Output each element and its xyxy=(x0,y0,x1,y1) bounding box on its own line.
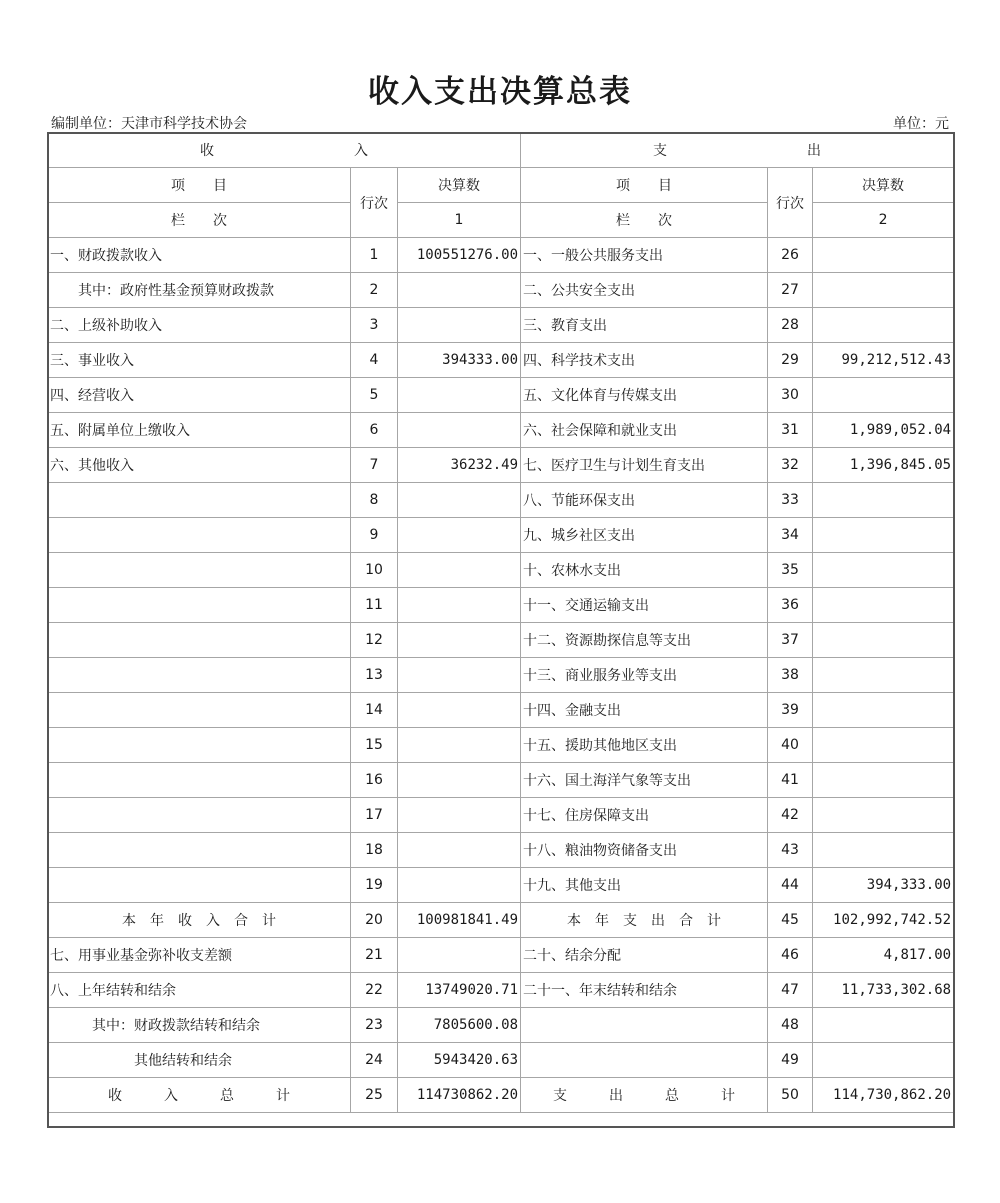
income-item-cell xyxy=(48,693,351,728)
income-amount-cell xyxy=(398,623,521,658)
income-item-cell: 八、上年结转和结余 xyxy=(48,973,351,1008)
expense-amount-cell xyxy=(813,728,954,763)
expense-amount-cell: 1,989,052.04 xyxy=(813,413,954,448)
expense-amount-cell: 394,333.00 xyxy=(813,868,954,903)
income-item-cell: 六、其他收入 xyxy=(48,448,351,483)
table-row xyxy=(48,343,954,378)
expense-rowno-cell: 37 xyxy=(768,623,813,658)
income-rowno-cell: 24 xyxy=(351,1043,398,1078)
income-amount-cell xyxy=(398,658,521,693)
income-item-cell: 本 年 收 入 合 计 xyxy=(48,903,351,938)
income-item-cell xyxy=(48,518,351,553)
table-row xyxy=(48,553,954,588)
expense-amount-cell: 99,212,512.43 xyxy=(813,343,954,378)
budget-table xyxy=(47,132,954,1113)
expense-item-cell: 三、教育支出 xyxy=(521,308,768,343)
income-rowno-cell: 12 xyxy=(351,623,398,658)
expense-rowno-cell: 48 xyxy=(768,1008,813,1043)
income-item-cell xyxy=(48,833,351,868)
income-amount-cell xyxy=(398,483,521,518)
expense-item-cell: 支 出 总 计 xyxy=(521,1078,768,1113)
expense-item-cell: 十七、住房保障支出 xyxy=(521,798,768,833)
expense-rowno-cell: 43 xyxy=(768,833,813,868)
header-row-section xyxy=(48,133,954,168)
expense-amount-cell: 1,396,845.05 xyxy=(813,448,954,483)
expense-item-cell: 本 年 支 出 合 计 xyxy=(521,903,768,938)
income-rowno-cell: 18 xyxy=(351,833,398,868)
income-amount-header: 决算数 xyxy=(398,168,521,203)
table-row xyxy=(48,448,954,483)
income-item-cell xyxy=(48,728,351,763)
income-rowno-cell: 1 xyxy=(351,238,398,273)
income-item-cell: 三、事业收入 xyxy=(48,343,351,378)
table-row xyxy=(48,938,954,973)
income-rowno-header: 行次 xyxy=(351,168,398,238)
expense-item-cell: 二、公共安全支出 xyxy=(521,273,768,308)
income-item-cell: 收 入 总 计 xyxy=(48,1078,351,1113)
table-row xyxy=(48,378,954,413)
expense-item-cell: 十二、资源勘探信息等支出 xyxy=(521,623,768,658)
table-row xyxy=(48,238,954,273)
income-amount-cell xyxy=(398,833,521,868)
income-amount-cell: 394333.00 xyxy=(398,343,521,378)
table-row xyxy=(48,518,954,553)
income-item-cell xyxy=(48,868,351,903)
table-row xyxy=(48,413,954,448)
table-row xyxy=(48,623,954,658)
expense-rowno-cell: 45 xyxy=(768,903,813,938)
income-amount-cell xyxy=(398,413,521,448)
income-rowno-cell: 2 xyxy=(351,273,398,308)
income-rowno-cell: 10 xyxy=(351,553,398,588)
income-amount-cell xyxy=(398,868,521,903)
expense-rowno-cell: 42 xyxy=(768,798,813,833)
expense-amount-cell: 4,817.00 xyxy=(813,938,954,973)
unit-label: 单位：元 xyxy=(893,116,949,132)
table-row xyxy=(48,658,954,693)
expense-rowno-cell: 36 xyxy=(768,588,813,623)
income-column-index: 1 xyxy=(398,203,521,238)
expense-amount-header: 决算数 xyxy=(813,168,954,203)
expense-amount-cell xyxy=(813,483,954,518)
expense-rowno-cell: 38 xyxy=(768,658,813,693)
expense-item-cell: 十三、商业服务业等支出 xyxy=(521,658,768,693)
income-item-cell: 其他结转和结余 xyxy=(48,1043,351,1078)
table-row xyxy=(48,868,954,903)
income-column-label: 栏 次 xyxy=(48,203,351,238)
expense-item-cell: 十四、金融支出 xyxy=(521,693,768,728)
income-item-cell: 四、经营收入 xyxy=(48,378,351,413)
income-item-cell xyxy=(48,658,351,693)
table-row xyxy=(48,763,954,798)
income-rowno-cell: 23 xyxy=(351,1008,398,1043)
org-label: 编制单位：天津市科学技术协会 xyxy=(51,116,247,132)
income-item-cell: 其中：政府性基金预算财政拨款 xyxy=(48,273,351,308)
expense-rowno-cell: 29 xyxy=(768,343,813,378)
table-row xyxy=(48,273,954,308)
expense-rowno-cell: 27 xyxy=(768,273,813,308)
income-amount-cell xyxy=(398,518,521,553)
income-amount-cell: 100981841.49 xyxy=(398,903,521,938)
expense-amount-cell: 114,730,862.20 xyxy=(813,1078,954,1113)
expense-rowno-header: 行次 xyxy=(768,168,813,238)
expense-item-cell: 十九、其他支出 xyxy=(521,868,768,903)
income-rowno-cell: 17 xyxy=(351,798,398,833)
expense-amount-cell xyxy=(813,658,954,693)
income-amount-cell: 114730862.20 xyxy=(398,1078,521,1113)
expense-amount-cell xyxy=(813,273,954,308)
expense-rowno-cell: 30 xyxy=(768,378,813,413)
header-row-columns xyxy=(48,168,954,203)
table-row xyxy=(48,903,954,938)
income-rowno-cell: 15 xyxy=(351,728,398,763)
expense-amount-cell xyxy=(813,588,954,623)
income-rowno-cell: 16 xyxy=(351,763,398,798)
income-rowno-cell: 13 xyxy=(351,658,398,693)
expense-amount-cell xyxy=(813,1043,954,1078)
expense-rowno-cell: 40 xyxy=(768,728,813,763)
expense-item-cell: 二十、结余分配 xyxy=(521,938,768,973)
expense-amount-cell xyxy=(813,623,954,658)
expense-item-cell: 五、文化体育与传媒支出 xyxy=(521,378,768,413)
income-rowno-cell: 4 xyxy=(351,343,398,378)
expense-amount-cell xyxy=(813,1008,954,1043)
income-rowno-cell: 9 xyxy=(351,518,398,553)
income-amount-cell xyxy=(398,553,521,588)
income-rowno-cell: 11 xyxy=(351,588,398,623)
income-amount-cell xyxy=(398,798,521,833)
table-row xyxy=(48,798,954,833)
income-amount-cell: 7805600.08 xyxy=(398,1008,521,1043)
expense-column-index: 2 xyxy=(813,203,954,238)
expense-item-cell xyxy=(521,1043,768,1078)
expense-rowno-cell: 33 xyxy=(768,483,813,518)
expense-column-label: 栏 次 xyxy=(521,203,768,238)
expense-amount-cell xyxy=(813,693,954,728)
income-rowno-cell: 20 xyxy=(351,903,398,938)
expense-amount-cell xyxy=(813,798,954,833)
income-amount-cell xyxy=(398,938,521,973)
income-item-cell: 七、用事业基金弥补收支差额 xyxy=(48,938,351,973)
expense-rowno-cell: 50 xyxy=(768,1078,813,1113)
income-amount-cell xyxy=(398,308,521,343)
income-rowno-cell: 19 xyxy=(351,868,398,903)
expense-item-header: 项 目 xyxy=(521,168,768,203)
expense-amount-cell: 102,992,742.52 xyxy=(813,903,954,938)
income-item-cell xyxy=(48,798,351,833)
expense-item-cell: 六、社会保障和就业支出 xyxy=(521,413,768,448)
expense-item-cell: 十八、粮油物资储备支出 xyxy=(521,833,768,868)
income-rowno-cell: 8 xyxy=(351,483,398,518)
income-rowno-cell: 22 xyxy=(351,973,398,1008)
expense-rowno-cell: 47 xyxy=(768,973,813,1008)
table-row xyxy=(48,308,954,343)
header-row-column-index xyxy=(48,203,954,238)
expense-amount-cell xyxy=(813,833,954,868)
expense-rowno-cell: 35 xyxy=(768,553,813,588)
income-amount-cell xyxy=(398,693,521,728)
income-item-cell: 一、财政拨款收入 xyxy=(48,238,351,273)
income-rowno-cell: 3 xyxy=(351,308,398,343)
expense-rowno-cell: 32 xyxy=(768,448,813,483)
income-section-header: 收 入 xyxy=(48,133,521,168)
expense-rowno-cell: 44 xyxy=(768,868,813,903)
expense-rowno-cell: 49 xyxy=(768,1043,813,1078)
expense-amount-cell xyxy=(813,378,954,413)
income-rowno-cell: 25 xyxy=(351,1078,398,1113)
table-row xyxy=(48,973,954,1008)
income-rowno-cell: 14 xyxy=(351,693,398,728)
expense-rowno-cell: 41 xyxy=(768,763,813,798)
income-item-cell xyxy=(48,623,351,658)
expense-item-cell: 四、科学技术支出 xyxy=(521,343,768,378)
expense-section-header: 支 出 xyxy=(521,133,954,168)
table-row xyxy=(48,693,954,728)
expense-item-cell: 二十一、年末结转和结余 xyxy=(521,973,768,1008)
income-item-cell: 二、上级补助收入 xyxy=(48,308,351,343)
expense-amount-cell xyxy=(813,308,954,343)
income-amount-cell: 36232.49 xyxy=(398,448,521,483)
expense-amount-cell: 11,733,302.68 xyxy=(813,973,954,1008)
income-amount-cell xyxy=(398,763,521,798)
income-amount-cell xyxy=(398,273,521,308)
expense-amount-cell xyxy=(813,763,954,798)
expense-amount-cell xyxy=(813,553,954,588)
expense-rowno-cell: 46 xyxy=(768,938,813,973)
expense-rowno-cell: 39 xyxy=(768,693,813,728)
table-row xyxy=(48,483,954,518)
table-row xyxy=(48,1008,954,1043)
expense-rowno-cell: 26 xyxy=(768,238,813,273)
expense-amount-cell xyxy=(813,238,954,273)
expense-item-cell: 一、一般公共服务支出 xyxy=(521,238,768,273)
income-rowno-cell: 21 xyxy=(351,938,398,973)
income-rowno-cell: 6 xyxy=(351,413,398,448)
table-row xyxy=(48,833,954,868)
income-item-cell xyxy=(48,483,351,518)
income-rowno-cell: 7 xyxy=(351,448,398,483)
expense-rowno-cell: 28 xyxy=(768,308,813,343)
expense-item-cell xyxy=(521,1008,768,1043)
table-row xyxy=(48,588,954,623)
income-item-cell xyxy=(48,763,351,798)
table-row xyxy=(48,728,954,763)
income-item-cell xyxy=(48,553,351,588)
page-title: 收入支出决算总表 xyxy=(368,74,632,110)
income-item-cell: 五、附属单位上缴收入 xyxy=(48,413,351,448)
expense-item-cell: 十、农林水支出 xyxy=(521,553,768,588)
income-amount-cell xyxy=(398,728,521,763)
expense-item-cell: 十六、国土海洋气象等支出 xyxy=(521,763,768,798)
income-amount-cell: 13749020.71 xyxy=(398,973,521,1008)
income-amount-cell xyxy=(398,588,521,623)
expense-amount-cell xyxy=(813,518,954,553)
expense-item-cell: 九、城乡社区支出 xyxy=(521,518,768,553)
income-item-cell: 其中：财政拨款结转和结余 xyxy=(48,1008,351,1043)
expense-item-cell: 八、节能环保支出 xyxy=(521,483,768,518)
expense-item-cell: 七、医疗卫生与计划生育支出 xyxy=(521,448,768,483)
income-item-header: 项 目 xyxy=(48,168,351,203)
table-row xyxy=(48,1078,954,1113)
income-amount-cell xyxy=(398,378,521,413)
income-amount-cell: 100551276.00 xyxy=(398,238,521,273)
income-rowno-cell: 5 xyxy=(351,378,398,413)
income-item-cell xyxy=(48,588,351,623)
expense-rowno-cell: 31 xyxy=(768,413,813,448)
income-amount-cell: 5943420.63 xyxy=(398,1043,521,1078)
expense-item-cell: 十一、交通运输支出 xyxy=(521,588,768,623)
expense-rowno-cell: 34 xyxy=(768,518,813,553)
expense-item-cell: 十五、援助其他地区支出 xyxy=(521,728,768,763)
table-row xyxy=(48,1043,954,1078)
